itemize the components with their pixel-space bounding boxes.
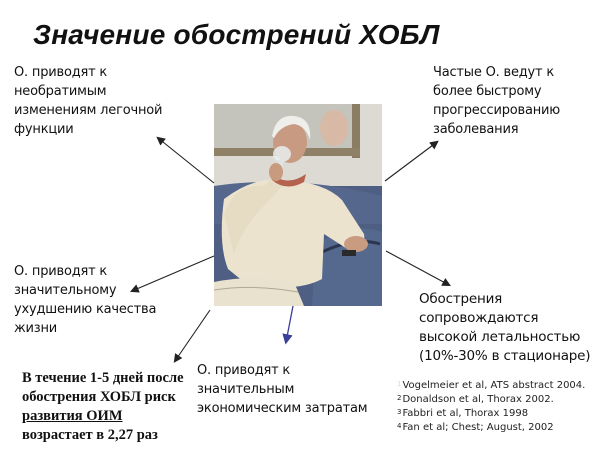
reference-number: 3 xyxy=(397,408,402,416)
note-line: ухудшению качества xyxy=(14,302,157,317)
note-line: Частые О. ведут к xyxy=(433,65,554,80)
reference-item xyxy=(397,407,585,421)
note-line: В течение 1-5 дней после xyxy=(22,370,184,386)
note-lung-function xyxy=(14,63,162,139)
reference-item xyxy=(397,379,585,393)
note-line-underlined: развития ОИМ xyxy=(22,408,123,424)
note-line: О. приводят к xyxy=(197,363,291,378)
arrow-to-progression xyxy=(385,142,437,181)
reference-number: 2 xyxy=(397,394,402,402)
arrow-to-mortality xyxy=(386,251,449,285)
note-line: необратимым xyxy=(14,84,107,99)
note-line: заболевания xyxy=(433,122,519,137)
note-line: жизни xyxy=(14,321,58,336)
reference-item xyxy=(397,393,585,407)
arrow-to-ami-risk xyxy=(175,310,210,361)
note-progression xyxy=(433,63,560,139)
note-quality-of-life xyxy=(14,262,156,338)
reference-number: 4 xyxy=(397,422,402,430)
note-line: изменениям легочной xyxy=(14,103,163,118)
patient-with-oxygen-mask-image xyxy=(214,104,382,306)
reference-text: Vogelmeier et al, ATS abstract 2004. xyxy=(402,380,586,391)
note-line: обострения ХОБЛ риск xyxy=(22,389,176,405)
note-line: более быстрому xyxy=(433,84,542,99)
note-line: высокой летальностью xyxy=(419,329,581,345)
references-list xyxy=(397,379,585,435)
note-line: О. приводят к xyxy=(14,264,108,279)
arrow-to-lung-function xyxy=(158,138,214,183)
reference-number: 1 xyxy=(397,380,402,388)
note-line: Обострения xyxy=(419,291,503,307)
note-line: О. приводят к xyxy=(14,65,108,80)
slide-title: Значение обострений ХОБЛ xyxy=(33,19,440,50)
reference-text: Donaldson et al, Thorax 2002. xyxy=(402,394,554,405)
note-line: возрастает в 2,27 раз xyxy=(22,427,158,443)
note-line: (10%-30% в стационаре) xyxy=(419,348,591,364)
reference-text: Fabbri et al, Thorax 1998 xyxy=(402,408,529,419)
note-line: значительному xyxy=(14,283,117,298)
note-line: прогрессированию xyxy=(433,103,561,118)
note-ami-risk xyxy=(22,369,184,445)
note-mortality xyxy=(419,290,590,366)
note-line: сопровождаются xyxy=(419,310,539,326)
note-line: значительным xyxy=(197,382,295,397)
patient-photo xyxy=(214,104,382,306)
arrow-to-economic-costs xyxy=(286,306,293,342)
note-economic-costs xyxy=(197,361,367,418)
note-line: функции xyxy=(14,122,74,137)
note-line: экономическим затратам xyxy=(197,401,368,416)
reference-text: Fan et al; Chest; August, 2002 xyxy=(402,422,554,433)
reference-item xyxy=(397,421,585,435)
